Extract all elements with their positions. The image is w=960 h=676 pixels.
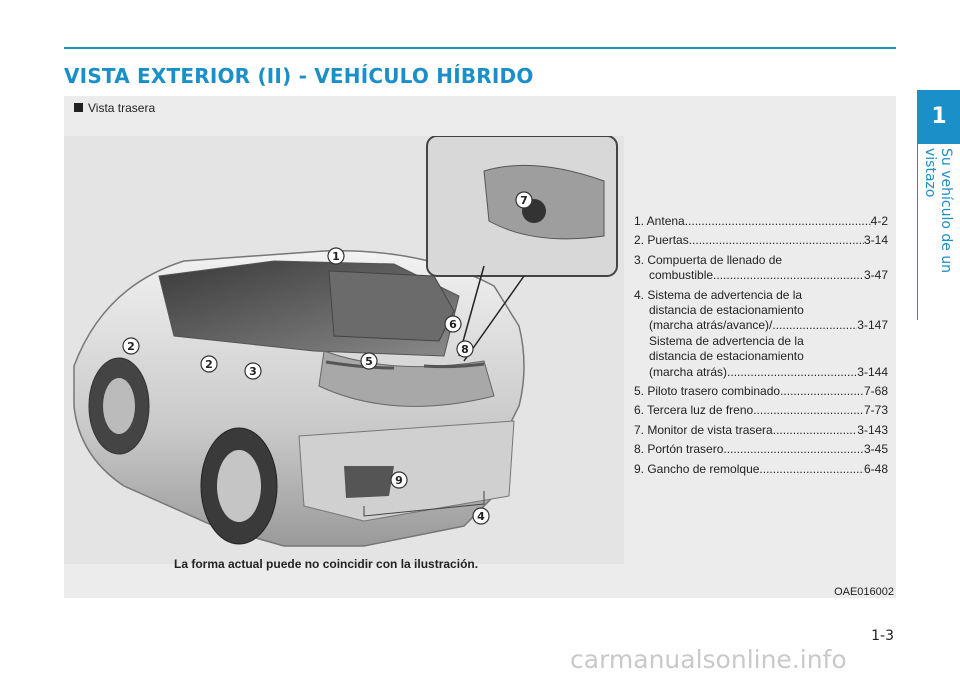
page-title: VISTA EXTERIOR (II) - VEHÍCULO HÍBRIDO — [64, 64, 534, 88]
svg-text:4: 4 — [477, 510, 485, 523]
item-page: 3-147 — [857, 318, 888, 333]
item-label-cont: combustible — [649, 268, 714, 283]
tab-side-rule — [917, 90, 918, 320]
svg-text:2: 2 — [127, 340, 135, 353]
svg-text:6: 6 — [449, 318, 457, 331]
callout-2a — [123, 338, 139, 354]
item-label-cont: Sistema de advertencia de la — [649, 333, 804, 348]
list-item-parking-warning — [634, 288, 888, 380]
watermark: carmanualsonline.info — [570, 645, 847, 674]
callout-3 — [245, 363, 261, 379]
item-label: 2. Puertas — [634, 233, 689, 248]
svg-text:3: 3 — [249, 365, 257, 378]
svg-text:2: 2 — [205, 358, 213, 371]
item-page: 3-14 — [863, 233, 888, 248]
list-item-antenna — [634, 214, 888, 229]
callout-8 — [457, 341, 473, 357]
item-page: 6-48 — [863, 461, 888, 476]
content-panel — [64, 96, 896, 598]
callout-2b — [201, 356, 217, 372]
item-label: 3. Compuerta de llenado de — [634, 252, 783, 267]
section-label-text: Vista trasera — [88, 101, 156, 115]
list-item-tow-hook — [634, 462, 888, 477]
square-bullet-icon — [74, 103, 83, 112]
item-page: 7-73 — [863, 403, 888, 418]
chapter-tab[interactable]: 1 — [918, 90, 960, 144]
callout-5 — [361, 353, 377, 369]
item-page: 4-2 — [870, 214, 888, 228]
item-label-cont: distancia de estacionamiento — [649, 349, 804, 364]
callout-9 — [391, 472, 407, 488]
item-page: 3-45 — [863, 442, 888, 457]
svg-text:8: 8 — [461, 343, 469, 356]
item-label-cont: (marcha atrás/avance)/ — [649, 318, 773, 333]
item-label: 8. Portón trasero — [634, 442, 724, 457]
item-page: 3-143 — [857, 422, 888, 437]
svg-text:5: 5 — [365, 355, 373, 368]
chapter-label: Su vehículo de un vistazo — [922, 148, 954, 274]
figure-caption: La forma actual puede no coincidir con la ilustración. — [174, 557, 479, 571]
header-rule — [64, 47, 896, 49]
section-label — [74, 101, 155, 115]
list-item-rear-camera — [634, 423, 888, 438]
svg-text:9: 9 — [395, 474, 403, 487]
list-item-brake-light — [634, 403, 888, 418]
rear-view-illustration — [64, 136, 624, 564]
callout-1 — [328, 248, 344, 264]
item-label: 9. Gancho de remolque — [634, 461, 760, 476]
item-page: 3-144 — [857, 364, 888, 379]
figure-code: OAE016002 — [834, 586, 894, 598]
svg-text:7: 7 — [520, 194, 528, 207]
callout-7 — [516, 192, 532, 208]
svg-text:1: 1 — [332, 250, 340, 263]
item-label: 5. Piloto trasero combinado — [634, 384, 781, 399]
item-label: 1. Antena — [634, 214, 685, 228]
component-list — [634, 214, 888, 481]
list-item-tailgate — [634, 442, 888, 457]
item-page: 7-68 — [863, 384, 888, 399]
item-label-cont: distancia de estacionamiento — [649, 303, 804, 318]
item-label: 7. Monitor de vista trasera — [634, 422, 773, 437]
callout-6 — [445, 316, 461, 332]
item-label-cont: (marcha atrás) — [649, 364, 728, 379]
item-label: 6. Tercera luz de freno — [634, 403, 754, 418]
item-label: 4. Sistema de advertencia de la — [634, 287, 803, 302]
list-item-fuel-door — [634, 253, 888, 284]
list-item-doors — [634, 233, 888, 248]
list-item-rear-lamp — [634, 384, 888, 399]
page-number: 1-3 — [871, 628, 894, 644]
item-page: 3-47 — [863, 268, 888, 283]
callout-4 — [473, 508, 489, 524]
